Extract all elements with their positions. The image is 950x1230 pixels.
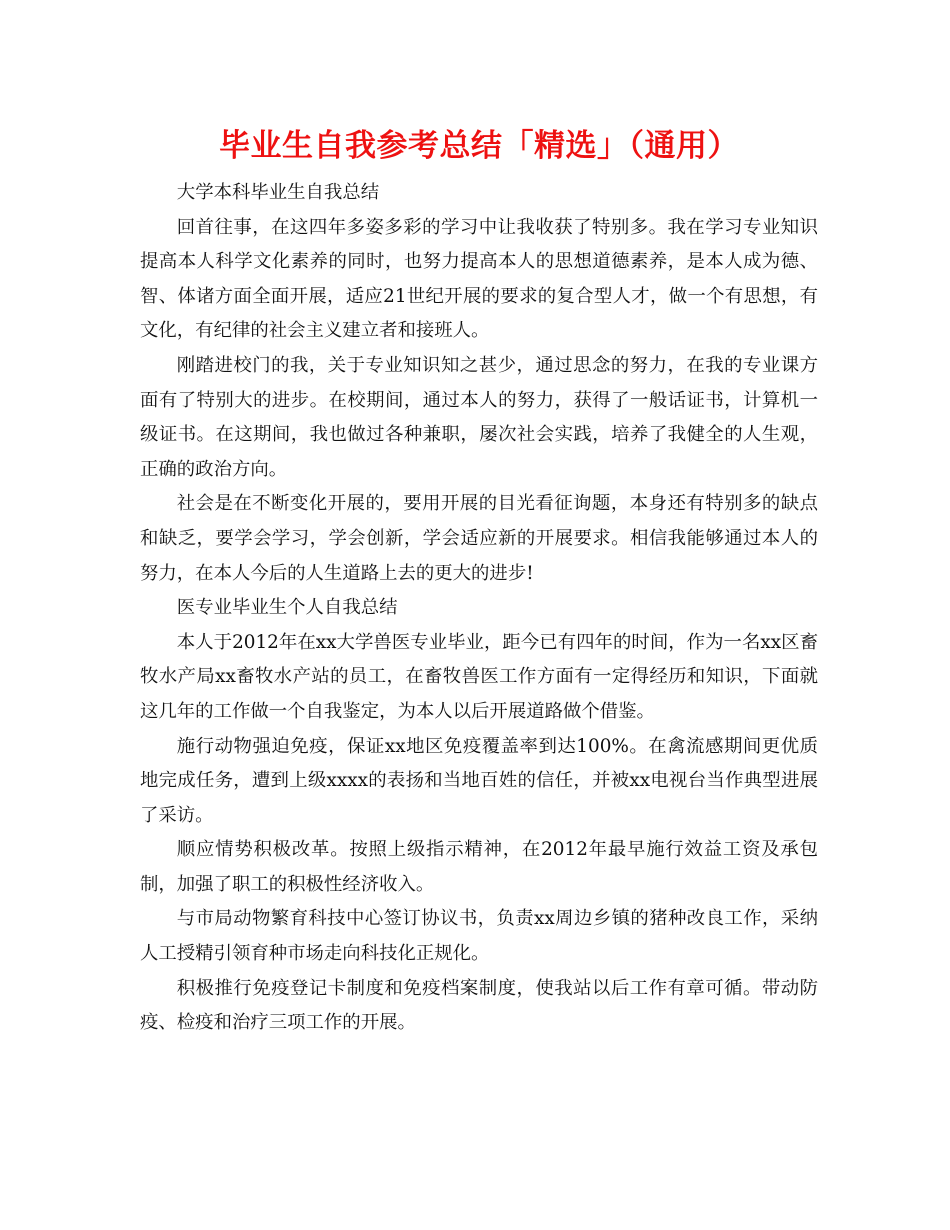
body-paragraph: 刚踏进校门的我，关于专业知识知之甚少，通过思念的努力，在我的专业课方面有了特别大的进步。在校期间，通过本人的努力，获得了一般话证书，计算机一级证书。在这期间，我也做过各种兼职，屡次社会实践，培养了我健全的人生观，正确的政治方向。 (140, 354, 818, 480)
body-paragraph: 本人于2012年在xx大学兽医专业毕业，距今已有四年的时间，作为一名xx区畜牧水产局xx畜牧水产站的员工，在畜牧兽医工作方面有一定得经历和知识，下面就这几年的工作做一个自我鉴定，为本人以后开展道路做个借鉴。 (140, 631, 818, 722)
body-paragraph: 顺应情势积极改革。按照上级指示精神，在2012年最早施行效益工资及承包制，加强了职工的积极性经济收入。 (140, 839, 818, 895)
body-paragraph: 施行动物强迫免疫，保证xx地区免疫覆盖率到达100%。在禽流感期间更优质地完成任务，遭到上级xxxx的表扬和当地百姓的信任，并被xx电视台当作典型进展了采访。 (140, 735, 818, 826)
body-paragraph: 回首往事，在这四年多姿多彩的学习中让我收获了特别多。我在学习专业知识提高本人科学文化素养的同时，也努力提高本人的思想道德素养，是本人成为德、智、体诸方面全面开展，适应21世纪开展的要求的复合型人才，做一个有思想，有文化，有纪律的社会主义建立者和接班人。 (140, 216, 818, 342)
section-heading: 医专业毕业生个人自我总结 (176, 597, 398, 619)
section-heading: 大学本科毕业生自我总结 (176, 182, 380, 203)
body-paragraph: 积极推行免疫登记卡制度和免疫档案制度，使我站以后工作有章可循。带动防疫、检疫和治疗三项工作的开展。 (140, 977, 818, 1034)
body-paragraph: 社会是在不断变化开展的，要用开展的目光看征询题，本身还有特别多的缺点和缺乏，要学会学习，学会创新，学会适应新的开展要求。相信我能够通过本人的努力，在本人今后的人生道路上去的更大的进步! (140, 493, 818, 584)
body-paragraph: 与市局动物繁育科技中心签订协议书，负责xx周边乡镇的猪种改良工作，采纳人工授精引领育种市场走向科技化正规化。 (140, 908, 818, 965)
document-title: 毕业生自我参考总结「精选」（通用） (219, 128, 739, 164)
